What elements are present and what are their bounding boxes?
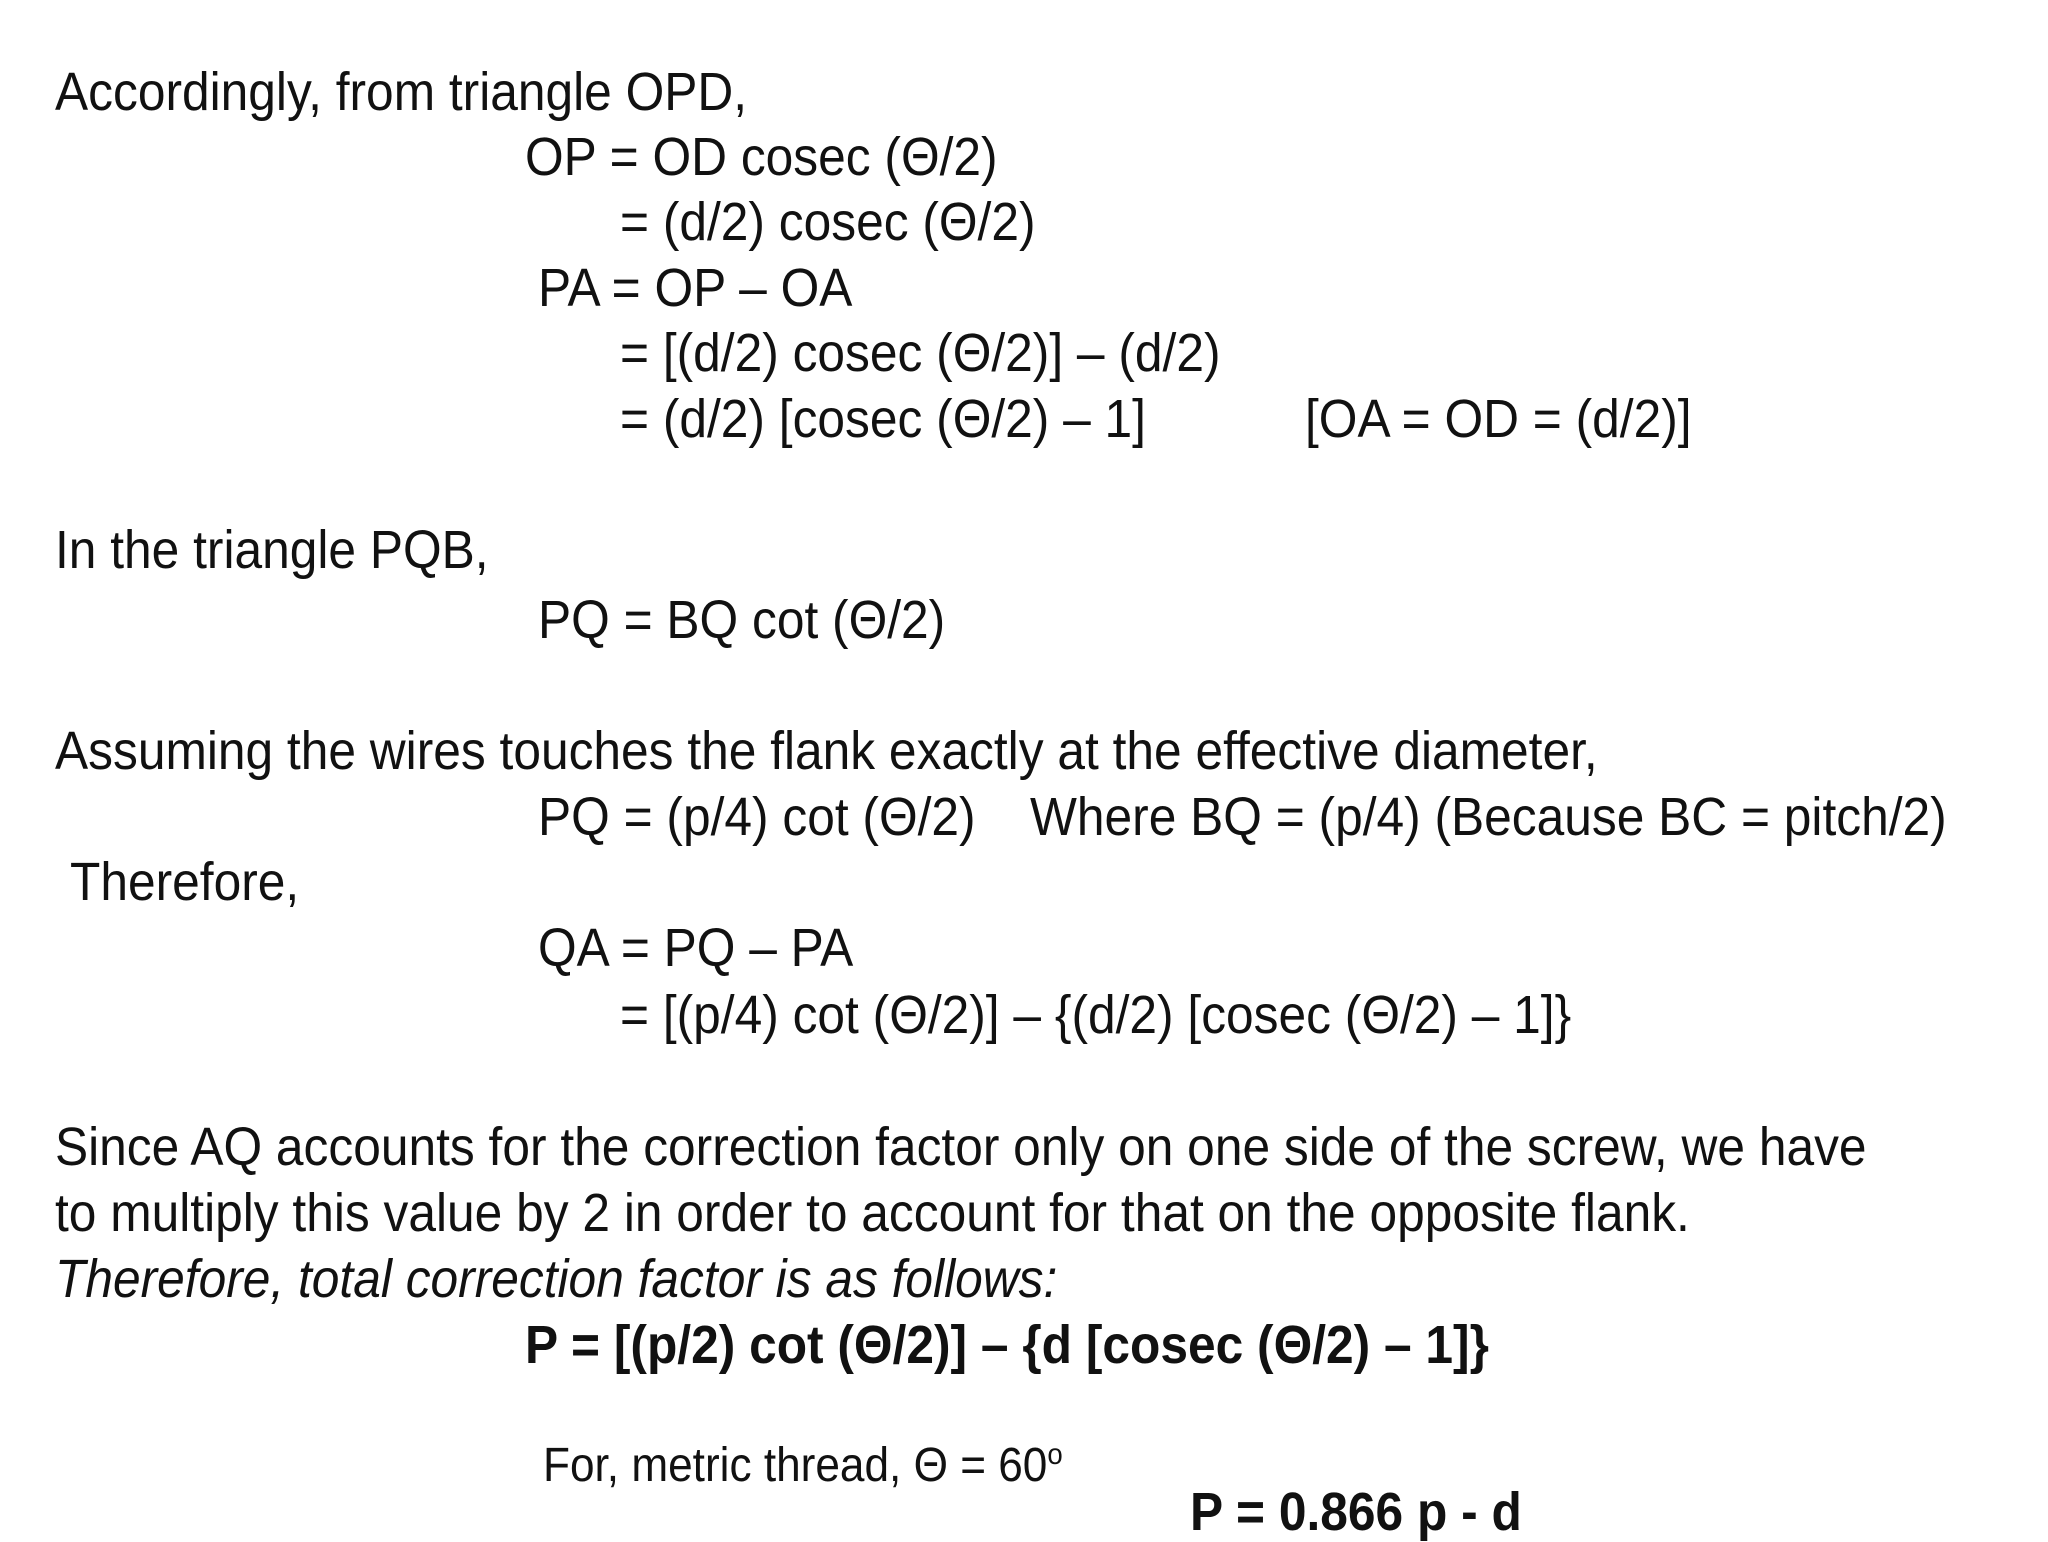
equation-note-oa-od: [OA = OD = (d/2)]	[1305, 389, 1692, 449]
equation-pq-bq: PQ = BQ cot (Θ/2)	[538, 590, 946, 650]
metric-thread-text: For, metric thread, Θ = 60	[543, 1439, 1048, 1492]
equation-pa-simplified: = (d/2) [cosec (Θ/2) – 1]	[620, 389, 1146, 449]
equation-op: OP = OD cosec (Θ/2)	[525, 127, 998, 187]
degree-symbol: o	[1047, 1438, 1063, 1471]
equation-pa-expanded: = [(d/2) cosec (Θ/2)] – (d/2)	[620, 323, 1221, 383]
section1-intro: Accordingly, from triangle OPD,	[55, 62, 748, 122]
metric-result-formula: P = 0.866 p - d	[1190, 1482, 1522, 1542]
equation-note-bq: Where BQ = (p/4) (Because BC = pitch/2)	[1030, 787, 1947, 847]
metric-thread-line	[543, 1425, 1063, 1496]
total-correction-formula: P = [(p/2) cot (Θ/2)] – {d [cosec (Θ/2) – 1]}	[525, 1315, 1489, 1375]
equation-qa-expanded: = [(p/4) cot (Θ/2)] – {(d/2) [cosec (Θ/2) – 1]}	[620, 985, 1572, 1045]
paragraph-line-2: to multiply this value by 2 in order to account for that on the opposite flank.	[55, 1183, 1690, 1243]
equation-pa: PA = OP – OA	[538, 258, 853, 318]
equation-qa: QA = PQ – PA	[538, 918, 854, 978]
paragraph-line-1: Since AQ accounts for the correction factor only on one side of the screw, we have	[55, 1117, 1867, 1177]
section2-intro: In the triangle PQB,	[55, 520, 489, 580]
therefore-label: Therefore,	[70, 852, 300, 912]
equation-pq-p4: PQ = (p/4) cot (Θ/2)	[538, 787, 976, 847]
section3-intro: Assuming the wires touches the flank exactly at the effective diameter,	[55, 721, 1598, 781]
equation-op-expanded: = (d/2) cosec (Θ/2)	[620, 192, 1036, 252]
paragraph-italic: Therefore, total correction factor is as follows:	[55, 1249, 1058, 1309]
